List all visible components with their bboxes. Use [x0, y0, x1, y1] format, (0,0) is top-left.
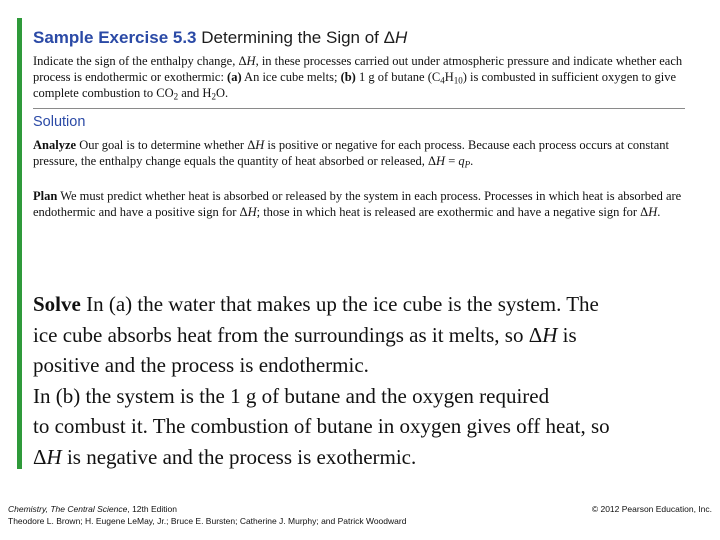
footer-citation — [8, 503, 406, 527]
analyze-paragraph — [33, 137, 703, 169]
problem-text: 1 g of butane (C — [355, 70, 441, 84]
analyze-text: = — [445, 154, 459, 168]
solve-line: positive and the process is endothermic. — [33, 353, 369, 377]
analyze-text: is positive or negative for each process. Because each process occurs at constant pressure, the enthalpy change equals the quantity of heat absorbed or released, Δ — [33, 138, 669, 168]
solve-line — [33, 289, 713, 320]
plan-text: ; those in which heat is released are exothermic and have a negative sign for Δ — [256, 205, 649, 219]
solve-line — [33, 442, 713, 473]
plan-text: . — [657, 205, 661, 219]
book-title: Chemistry, The Central Science — [8, 504, 128, 514]
footer-authors: Theodore L. Brown; H. Eugene LeMay, Jr.; Bruce E. Bursten; Catherine J. Murphy; and Patrick Woodward — [8, 516, 407, 526]
problem-text: , in these processes carried out under atmospheric pressure and indicate whether each process is endothermic or exothermic: — [33, 54, 683, 84]
solve-h: H — [542, 322, 558, 347]
plan-text: We must predict whether heat is absorbed or released by the system in each process. Processes in which heat is absorbed are endothermic and have a positive sign for Δ — [33, 189, 682, 219]
problem-statement — [33, 53, 703, 101]
solve-line: In (b) the system is the 1 g of butane and the oxygen required — [33, 383, 550, 408]
divider — [33, 108, 685, 109]
solve-line — [33, 320, 713, 351]
solve-text: is — [557, 322, 577, 347]
subscript: 10 — [453, 75, 463, 86]
analyze-label: Analyze — [33, 138, 77, 152]
title-h: H — [395, 28, 408, 47]
problem-text: H — [444, 70, 454, 84]
plan-paragraph — [33, 188, 703, 220]
analyze-q: q — [458, 154, 465, 168]
part-b-label: (b) — [340, 70, 356, 84]
subscript: 4 — [440, 75, 445, 86]
exercise-number: Sample Exercise 5.3 — [33, 28, 197, 47]
problem-text: Indicate the sign of the enthalpy change, Δ — [33, 54, 247, 68]
analyze-h: H — [255, 138, 265, 152]
analyze-h: H — [436, 154, 446, 168]
problem-text: ) is combusted in sufficient oxygen to give complete combustion to CO — [33, 70, 677, 100]
title-text: Determining the Sign of — [201, 28, 379, 47]
subscript: 2 — [173, 91, 179, 102]
plan-label: Plan — [33, 189, 58, 203]
solution-heading: Solution — [33, 114, 86, 130]
solve-text: is negative and the process is exothermic. — [61, 444, 417, 469]
footer-copyright: © 2012 Pearson Education, Inc. — [591, 504, 712, 514]
analyze-text: Our goal is to determine whether Δ — [76, 138, 256, 152]
solve-paragraph — [33, 289, 713, 472]
title-delta: Δ — [383, 28, 395, 47]
problem-text: An ice cube melts; — [241, 70, 341, 84]
plan-h: H — [648, 205, 658, 219]
book-edition: , 12th Edition — [127, 504, 177, 514]
solve-line: to combust it. The combustion of butane in oxygen gives off heat, so — [33, 414, 610, 438]
solve-text: ice cube absorbs heat from the surroundings as it melts, so Δ — [33, 322, 543, 347]
solve-text: In (a) the water that makes up the ice cube is the system. The — [80, 292, 599, 316]
part-a-label: (a) — [227, 70, 242, 84]
subscript: 2 — [211, 91, 216, 102]
problem-h: H — [246, 54, 256, 68]
accent-bar — [17, 18, 22, 469]
analyze-subscript-p: P — [464, 159, 471, 170]
solve-label: Solve — [33, 292, 81, 316]
solve-text: Δ — [33, 444, 47, 469]
problem-text: and H — [178, 86, 212, 100]
footer-book-line — [8, 503, 406, 515]
analyze-text: . — [470, 154, 474, 168]
plan-h: H — [247, 205, 257, 219]
solve-h: H — [46, 444, 62, 469]
problem-text: O. — [215, 86, 229, 100]
slide-title — [33, 28, 407, 48]
